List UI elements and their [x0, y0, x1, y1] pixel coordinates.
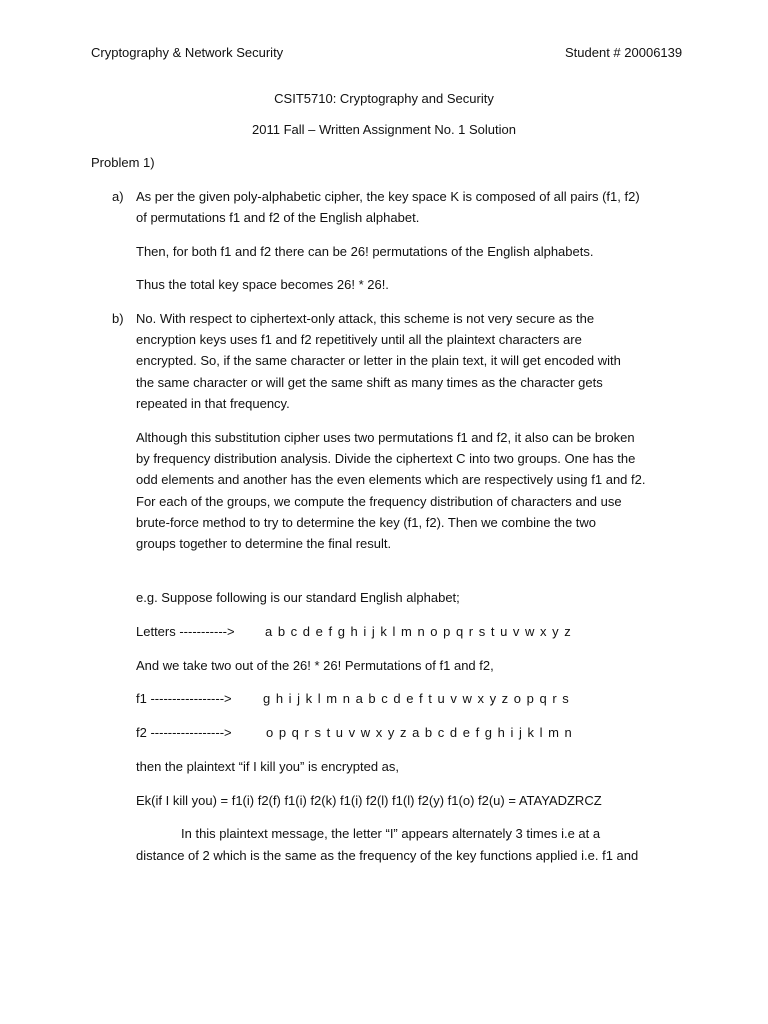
para3-line: In this plaintext message, the letter “I” appears alternately 3 times i.e at a [181, 826, 601, 841]
encryption-formula: Ek(if I kill you) = f1(i) f2(f) f1(i) f2(k) f1(i) f2(l) f1(l) f2(y) f1(o) f2(u) = ATAYADZRCZ [136, 793, 602, 808]
part-b-para2-line: odd elements and another has the even elements which are respectively using f1 and f2. [136, 472, 646, 487]
part-b-marker: b) [112, 311, 124, 326]
part-b-para1-line: encrypted. So, if the same character or letter in the plain text, it will get encoded with [136, 353, 621, 368]
part-a-line: of permutations f1 and f2 of the English alphabet. [136, 210, 420, 225]
f2-label: f2 -----------------> [136, 725, 232, 740]
letters-label: Letters -----------> [136, 624, 235, 639]
assignment-title: 2011 Fall – Written Assignment No. 1 Solution [252, 122, 516, 137]
part-b-para2-line: For each of the groups, we compute the frequency distribution of characters and use [136, 494, 622, 509]
part-a-line: Thus the total key space becomes 26! * 26!. [136, 277, 389, 292]
example-intro: e.g. Suppose following is our standard English alphabet; [136, 590, 460, 605]
part-b-para1-line: the same character or will get the same shift as many times as the character gets [136, 375, 603, 390]
part-b-para2-line: brute-force method to try to determine the key (f1, f2). Then we combine the two [136, 515, 597, 530]
part-a-line: As per the given poly-alphabetic cipher, the key space K is composed of all pairs (f1, f2) [136, 189, 640, 204]
header-student-number: Student # 20006139 [565, 45, 683, 60]
part-b-para1-line: repeated in that frequency. [136, 396, 290, 411]
header-course-name: Cryptography & Network Security [91, 45, 284, 60]
para3-line: distance of 2 which is the same as the frequency of the key functions applied i.e. f1 and [136, 848, 639, 863]
part-a-line: Then, for both f1 and f2 there can be 26! permutations of the English alphabets. [136, 244, 594, 259]
course-title: CSIT5710: Cryptography and Security [274, 91, 494, 106]
f1-label: f1 -----------------> [136, 691, 232, 706]
part-b-para2-line: groups together to determine the final result. [136, 536, 392, 551]
part-b-para2-line: Although this substitution cipher uses two permutations f1 and f2, it also can be broken [136, 430, 635, 445]
f1-sequence: g h i j k l m n a b c d e f t u v w x y z o p q r s [263, 691, 569, 706]
encryption-intro: then the plaintext “if I kill you” is encrypted as, [136, 759, 400, 774]
problem-label: Problem 1) [91, 155, 155, 170]
letters-sequence: a b c d e f g h i j k l m n o p q r s t u v w x y z [265, 624, 571, 639]
part-b-para2-line: by frequency distribution analysis. Divide the ciphertext C into two groups. One has the [136, 451, 636, 466]
part-b-para1-line: No. With respect to ciphertext-only attack, this scheme is not very secure as the [136, 311, 595, 326]
permutation-intro: And we take two out of the 26! * 26! Permutations of f1 and f2, [136, 658, 494, 673]
f2-sequence: o p q r s t u v w x y z a b c d e f g h i j k l m n [266, 725, 572, 740]
part-b-para1-line: encryption keys uses f1 and f2 repetitively until all the plaintext characters are [136, 332, 582, 347]
part-a-marker: a) [112, 189, 124, 204]
